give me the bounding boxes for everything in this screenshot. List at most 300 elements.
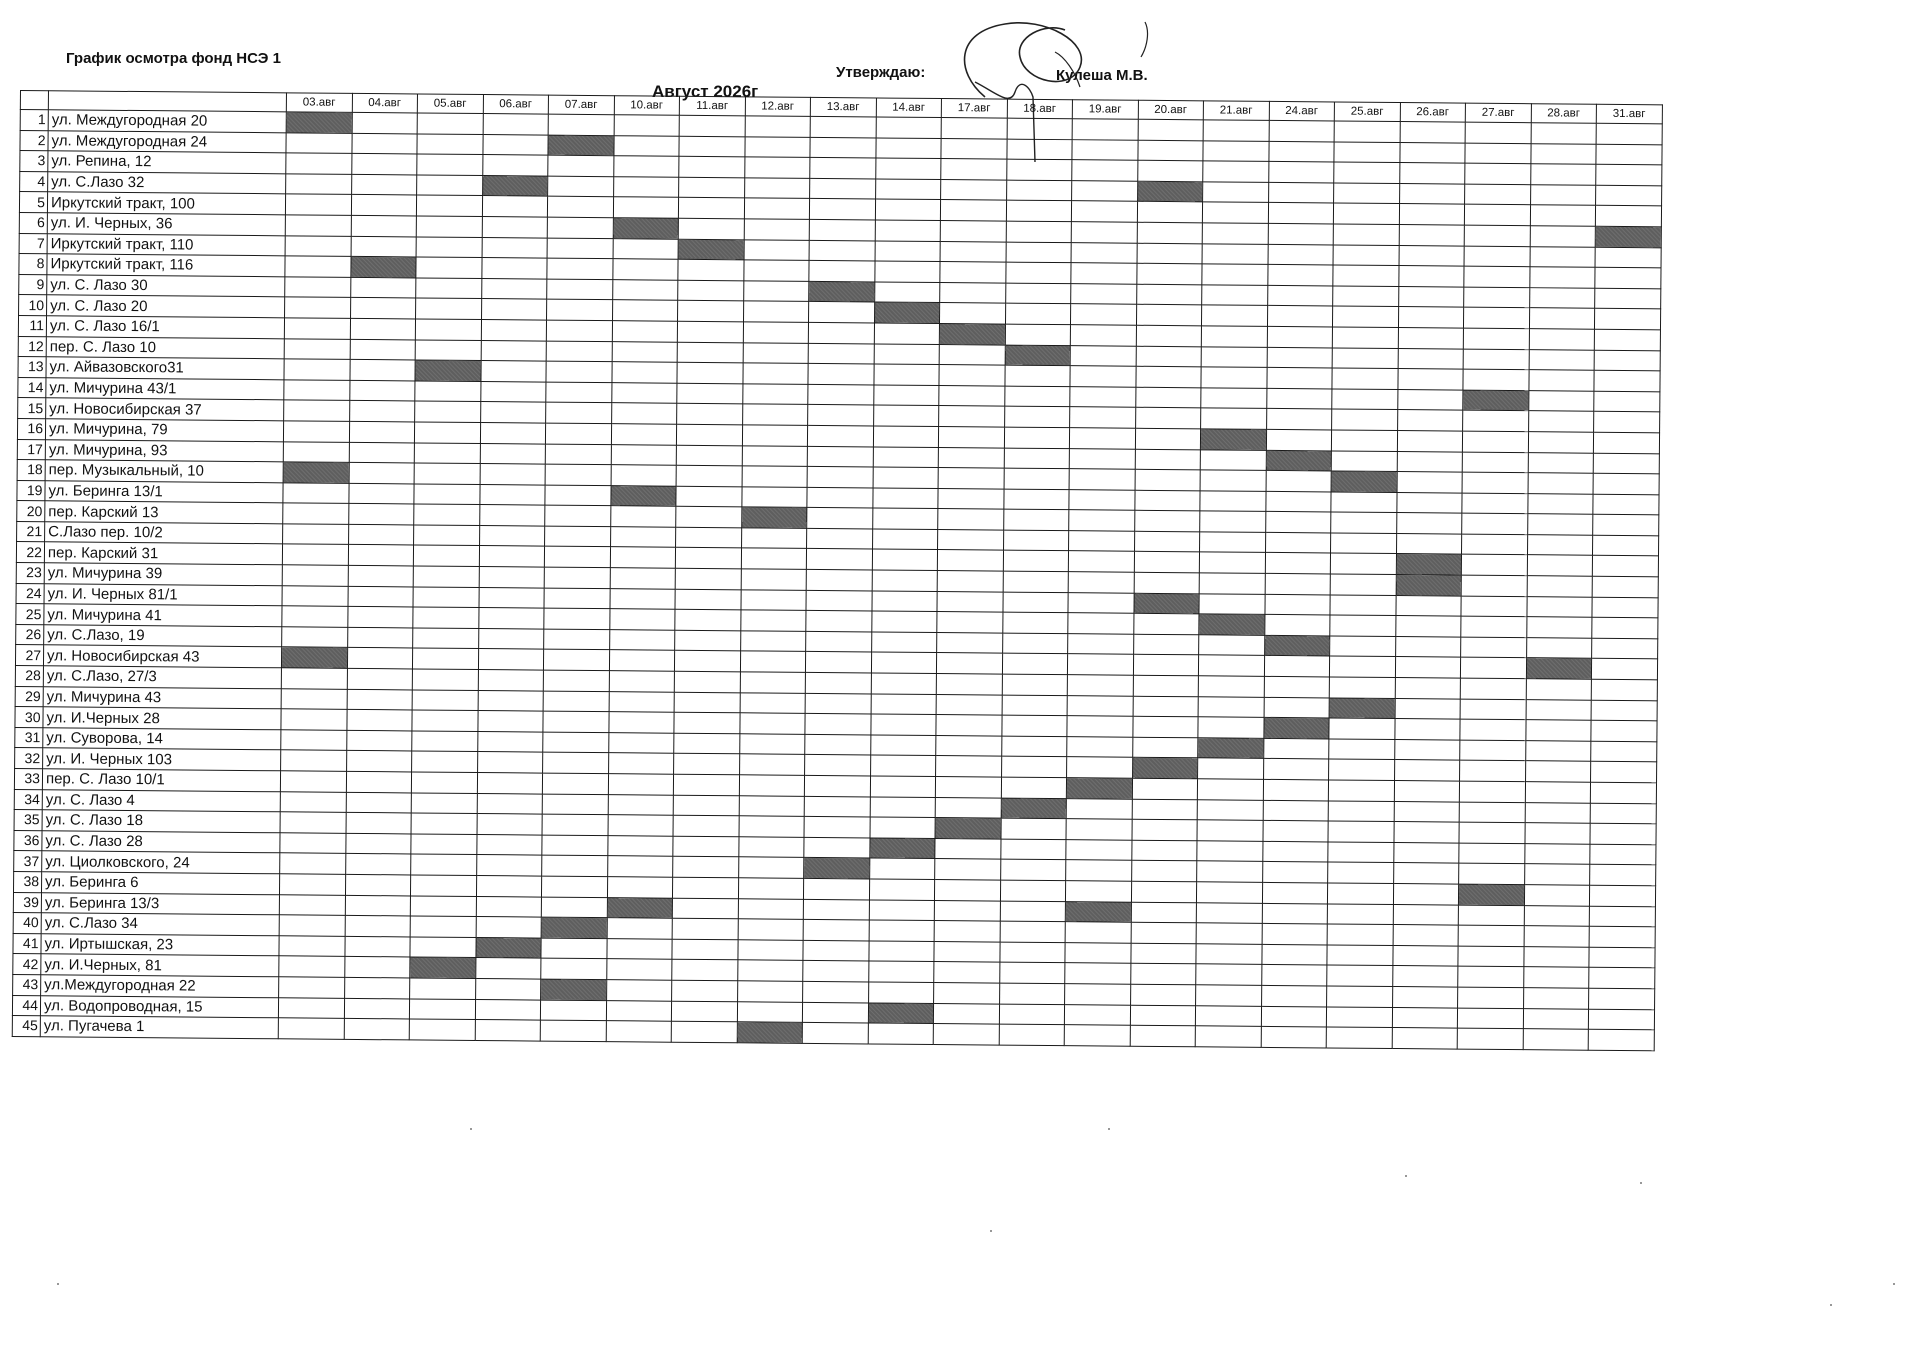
inspection-cell: [1398, 348, 1464, 369]
inspection-cell: [1001, 756, 1067, 777]
inspection-cell: [285, 235, 351, 256]
inspection-cell: [869, 920, 935, 941]
inspection-cell: [938, 529, 1004, 550]
inspection-cell: [411, 772, 477, 793]
inspection-cell: [1328, 842, 1394, 863]
row-address: ул. С.Лазо, 19: [44, 625, 282, 648]
inspection-cell: [679, 136, 745, 157]
inspection-cell: [741, 569, 807, 590]
inspection-cell: [1264, 656, 1330, 677]
inspection-cell: [607, 918, 673, 939]
inspection-cell: [870, 755, 936, 776]
inspection-cell: [477, 793, 543, 814]
inspection-cell: [1136, 284, 1202, 305]
inspection-cell: [1591, 720, 1657, 741]
inspection-cell: [806, 549, 872, 570]
inspection-cell-marked: [1005, 345, 1071, 366]
inspection-cell: [1523, 946, 1589, 967]
inspection-cell: [1267, 285, 1333, 306]
inspection-cell: [283, 441, 349, 462]
day-header: 05.авг: [417, 94, 483, 114]
inspection-cell: [1136, 263, 1202, 284]
inspection-cell: [414, 504, 480, 525]
inspection-cell: [1133, 634, 1199, 655]
inspection-cell: [1263, 738, 1329, 759]
inspection-cell: [1269, 120, 1335, 141]
inspection-cell: [286, 153, 352, 174]
inspection-cell: [285, 256, 351, 277]
inspection-cell: [346, 710, 412, 731]
inspection-cell: [1065, 922, 1131, 943]
inspection-cell: [1395, 616, 1461, 637]
inspection-cell: [738, 878, 804, 899]
inspection-cell: [613, 176, 679, 197]
inspection-cell: [1592, 535, 1658, 556]
inspection-cell: [478, 649, 544, 670]
inspection-cell: [1329, 656, 1395, 677]
inspection-cell: [1331, 430, 1397, 451]
inspection-cell: [410, 937, 476, 958]
row-number: 20: [17, 501, 45, 522]
day-header: 06.авг: [483, 95, 549, 115]
inspection-cell: [673, 774, 739, 795]
inspection-cell: [939, 344, 1005, 365]
inspection-cell: [1263, 759, 1329, 780]
inspection-cell: [351, 236, 417, 257]
inspection-cell: [1332, 306, 1398, 327]
inspection-cell: [1330, 574, 1396, 595]
row-address: ул. Суворова, 14: [43, 728, 281, 751]
inspection-cell: [1592, 617, 1658, 638]
inspection-cell: [410, 916, 476, 937]
inspection-cell: [1523, 988, 1589, 1009]
row-number: 37: [14, 851, 42, 872]
inspection-cell: [672, 939, 738, 960]
inspection-cell: [475, 999, 541, 1020]
inspection-cell: [351, 133, 417, 154]
inspection-cell: [478, 608, 544, 629]
inspection-cell: [1329, 718, 1395, 739]
row-address: ул. С.Лазо, 27/3: [43, 666, 281, 689]
inspection-cell: [802, 1002, 868, 1023]
inspection-cell-marked: [1329, 698, 1395, 719]
inspection-cell: [868, 941, 934, 962]
inspection-cell: [803, 878, 869, 899]
inspection-cell: [1460, 658, 1526, 679]
inspection-cell: [1133, 696, 1199, 717]
inspection-cell: [1462, 452, 1528, 473]
inspection-cell: [871, 652, 937, 673]
inspection-cell: [1003, 509, 1069, 530]
inspection-cell: [1394, 781, 1460, 802]
day-header: 12.авг: [745, 97, 811, 117]
inspection-cell: [1137, 140, 1203, 161]
inspection-cell: [417, 113, 483, 134]
inspection-cell: [1328, 821, 1394, 842]
inspection-cell: [348, 545, 414, 566]
inspection-cell-marked: [475, 937, 541, 958]
day-header: 17.авг: [941, 99, 1007, 119]
inspection-cell: [1397, 410, 1463, 431]
inspection-cell: [1131, 902, 1197, 923]
inspection-cell: [741, 548, 807, 569]
row-number: 12: [18, 336, 46, 357]
inspection-cell: [1458, 905, 1524, 926]
inspection-cell: [1333, 245, 1399, 266]
inspection-cell: [935, 797, 1001, 818]
inspection-cell: [283, 524, 349, 545]
inspection-cell-marked: [737, 1022, 803, 1043]
inspection-cell: [1590, 844, 1656, 865]
inspection-cell: [1595, 247, 1661, 268]
inspection-cell: [937, 632, 1003, 653]
inspection-cell: [414, 422, 480, 443]
inspection-cell: [476, 875, 542, 896]
inspection-cell: [284, 380, 350, 401]
inspection-cell: [1002, 612, 1068, 633]
inspection-cell: [542, 773, 608, 794]
inspection-cell: [280, 812, 346, 833]
inspection-cell: [1002, 695, 1068, 716]
inspection-cell: [741, 528, 807, 549]
inspection-cell: [672, 877, 738, 898]
row-address: ул. Мичурина 43/1: [46, 377, 284, 400]
inspection-cell: [1197, 861, 1263, 882]
row-number: 4: [20, 171, 48, 192]
row-number: 30: [15, 707, 43, 728]
inspection-cell: [804, 817, 870, 838]
inspection-cell: [937, 591, 1003, 612]
inspection-cell: [935, 859, 1001, 880]
day-header: 11.авг: [679, 96, 745, 116]
inspection-cell: [1201, 367, 1267, 388]
inspection-cell: [808, 364, 874, 385]
row-number: 19: [17, 480, 45, 501]
inspection-cell: [1592, 638, 1658, 659]
inspection-cell: [1203, 182, 1269, 203]
inspection-cell: [1457, 1008, 1523, 1029]
inspection-cell: [675, 609, 741, 630]
inspection-cell: [476, 855, 542, 876]
inspection-cell: [1134, 552, 1200, 573]
inspection-cell: [1261, 944, 1327, 965]
inspection-cell: [743, 301, 809, 322]
inspection-cell: [1395, 657, 1461, 678]
inspection-cell: [348, 586, 414, 607]
inspection-cell: [806, 569, 872, 590]
inspection-cell: [1523, 1008, 1589, 1029]
inspection-cell-marked: [415, 360, 481, 381]
inspection-cell: [1464, 246, 1530, 267]
inspection-cell: [808, 405, 874, 426]
inspection-cell: [1070, 366, 1136, 387]
inspection-cell: [1530, 164, 1596, 185]
inspection-cell: [809, 302, 875, 323]
day-header: 21.авг: [1203, 101, 1269, 121]
inspection-cell: [1069, 428, 1135, 449]
inspection-cell: [547, 238, 613, 259]
inspection-cell: [737, 940, 803, 961]
inspection-cell: [1528, 370, 1594, 391]
inspection-cell: [348, 565, 414, 586]
inspection-cell: [1459, 781, 1525, 802]
inspection-cell: [871, 673, 937, 694]
inspection-cell: [1333, 224, 1399, 245]
inspection-cell-marked: [1066, 778, 1132, 799]
inspection-cell: [744, 136, 810, 157]
inspection-cell: [482, 217, 548, 238]
inspection-cell: [1132, 799, 1198, 820]
inspection-cell: [1525, 761, 1591, 782]
inspection-cell: [541, 897, 607, 918]
row-number: 34: [14, 789, 42, 810]
inspection-cell: [283, 503, 349, 524]
inspection-cell: [416, 278, 482, 299]
inspection-cell: [672, 960, 738, 981]
inspection-cell: [1465, 122, 1531, 143]
inspection-cell: [1198, 758, 1264, 779]
inspection-cell: [808, 322, 874, 343]
inspection-cell: [871, 591, 937, 612]
inspection-cell: [544, 608, 610, 629]
inspection-cell: [809, 219, 875, 240]
inspection-cell: [1069, 489, 1135, 510]
inspection-cell: [677, 404, 743, 425]
inspection-cell: [1593, 473, 1659, 494]
inspection-cell: [1201, 346, 1267, 367]
inspection-cell: [1267, 306, 1333, 327]
inspection-cell: [1265, 573, 1331, 594]
inspection-cell: [1331, 512, 1397, 533]
inspection-cell: [611, 362, 677, 383]
inspection-cell: [478, 670, 544, 691]
inspection-cell: [737, 960, 803, 981]
inspection-cell: [1591, 741, 1657, 762]
inspection-cell: [547, 279, 613, 300]
inspection-cell: [1527, 535, 1593, 556]
inspection-cell: [1006, 242, 1072, 263]
inspection-cell: [742, 404, 808, 425]
month-title: Август 2026г: [652, 82, 759, 101]
inspection-cell: [1327, 965, 1393, 986]
inspection-cell: [1264, 594, 1330, 615]
inspection-cell: [1594, 309, 1660, 330]
inspection-cell: [742, 363, 808, 384]
inspection-cell: [939, 303, 1005, 324]
inspection-cell: [807, 466, 873, 487]
inspection-cell: [1528, 452, 1594, 473]
inspection-cell: [612, 259, 678, 280]
inspection-cell: [1000, 901, 1066, 922]
inspection-cell: [934, 900, 1000, 921]
inspection-cell: [1528, 473, 1594, 494]
inspection-cell: [1132, 778, 1198, 799]
inspection-cell: [280, 853, 346, 874]
inspection-cell: [1268, 182, 1334, 203]
row-number: 21: [17, 521, 45, 542]
inspection-cell: [1006, 159, 1072, 180]
inspection-cell: [281, 668, 347, 689]
inspection-cell: [414, 525, 480, 546]
inspection-cell: [1265, 491, 1331, 512]
inspection-cell: [740, 631, 806, 652]
inspection-cell: [1331, 492, 1397, 513]
inspection-cell: [810, 178, 876, 199]
inspection-cell: [548, 114, 614, 135]
inspection-cell: [1396, 513, 1462, 534]
inspection-cell: [476, 917, 542, 938]
row-number: 15: [18, 398, 46, 419]
inspection-cell: [1464, 266, 1530, 287]
inspection-cell: [283, 421, 349, 442]
inspection-cell: [545, 444, 611, 465]
inspection-cell: [476, 834, 542, 855]
inspection-cell: [673, 857, 739, 878]
inspection-cell: [412, 751, 478, 772]
inspection-cell: [809, 199, 875, 220]
inspection-cell: [935, 838, 1001, 859]
inspection-cell: [477, 773, 543, 794]
inspection-cell: [1135, 366, 1201, 387]
inspection-cell: [1398, 327, 1464, 348]
row-number: 43: [13, 974, 41, 995]
inspection-cell: [869, 879, 935, 900]
inspection-cell: [285, 297, 351, 318]
inspection-cell: [678, 259, 744, 280]
inspection-cell: [1265, 553, 1331, 574]
inspection-cell: [1332, 347, 1398, 368]
inspection-cell: [871, 611, 937, 632]
inspection-cell: [1070, 386, 1136, 407]
inspection-cell: [1072, 160, 1138, 181]
inspection-cell: [1460, 740, 1526, 761]
row-address: ул. Беринга 13/1: [45, 480, 283, 503]
inspection-cell: [1203, 140, 1269, 161]
inspection-cell: [940, 221, 1006, 242]
inspection-cell: [414, 442, 480, 463]
inspection-cell: [1005, 262, 1071, 283]
row-address: пер. С. Лазо 10: [46, 336, 284, 359]
inspection-cell: [410, 875, 476, 896]
inspection-cell: [938, 509, 1004, 530]
inspection-cell: [1065, 984, 1131, 1005]
inspection-cell: [1529, 329, 1595, 350]
inspection-cell: [1200, 491, 1266, 512]
inspection-cell: [544, 629, 610, 650]
inspection-cell: [1202, 243, 1268, 264]
inspection-cell: [1400, 122, 1466, 143]
inspection-cell: [1333, 265, 1399, 286]
inspection-cell: [1066, 860, 1132, 881]
row-number: 33: [14, 768, 42, 789]
inspection-cell: [1399, 142, 1465, 163]
inspection-cell: [544, 547, 610, 568]
inspection-cell: [1202, 264, 1268, 285]
inspection-cell: [347, 668, 413, 689]
inspection-cell: [1262, 924, 1328, 945]
inspection-cell: [543, 650, 609, 671]
inspection-cell-marked: [874, 302, 940, 323]
inspection-cell: [868, 982, 934, 1003]
inspection-cell: [939, 365, 1005, 386]
inspection-cell: [743, 260, 809, 281]
inspection-cell: [1527, 493, 1593, 514]
inspection-cell: [544, 588, 610, 609]
inspection-cell: [417, 154, 483, 175]
inspection-cell: [351, 174, 417, 195]
row-number: 11: [18, 315, 46, 336]
inspection-cell: [676, 424, 742, 445]
row-address: пер. Карский 31: [44, 542, 282, 565]
row-address: пер. С. Лазо 10/1: [42, 769, 280, 792]
inspection-cell: [1264, 697, 1330, 718]
inspection-cell: [540, 1020, 606, 1041]
row-number: 40: [13, 913, 41, 934]
inspection-cell: [613, 135, 679, 156]
inspection-cell: [1392, 1007, 1458, 1028]
inspection-cell: [542, 794, 608, 815]
inspection-cell: [1265, 512, 1331, 533]
inspection-cell: [738, 898, 804, 919]
inspection-cell: [352, 112, 418, 133]
inspection-cell: [678, 301, 744, 322]
inspection-cell: [809, 261, 875, 282]
inspection-cell: [672, 898, 738, 919]
inspection-cell: [1463, 328, 1529, 349]
inspection-cell: [1529, 308, 1595, 329]
row-number: 6: [19, 212, 47, 233]
inspection-cell: [937, 571, 1003, 592]
inspection-cell: [279, 977, 345, 998]
inspection-cell: [1130, 984, 1196, 1005]
inspection-cell: [1133, 613, 1199, 634]
inspection-cell: [1527, 514, 1593, 535]
inspection-cell: [1069, 448, 1135, 469]
inspection-cell: [803, 981, 869, 1002]
inspection-cell: [1525, 782, 1591, 803]
inspection-cell: [412, 690, 478, 711]
inspection-cell: [873, 426, 939, 447]
inspection-cell: [1132, 716, 1198, 737]
inspection-cell: [739, 754, 805, 775]
inspection-cell: [1462, 493, 1528, 514]
inspection-cell: [347, 627, 413, 648]
inspection-cell: [873, 385, 939, 406]
inspection-cell-marked: [1065, 901, 1131, 922]
inspection-cell: [873, 405, 939, 426]
inspection-cell: [1331, 450, 1397, 471]
inspection-cell: [1459, 802, 1525, 823]
inspection-cell: [350, 298, 416, 319]
inspection-cell: [671, 1021, 737, 1042]
inspection-cell: [545, 423, 611, 444]
inspection-cell: [744, 178, 810, 199]
inspection-cell: [1068, 572, 1134, 593]
inspection-cell: [868, 1023, 934, 1044]
inspection-cell: [671, 1001, 737, 1022]
inspection-cell: [349, 421, 415, 442]
inspection-cell: [1261, 985, 1327, 1006]
inspection-cell: [1596, 164, 1662, 185]
inspection-cell: [349, 462, 415, 483]
inspection-cell: [279, 936, 345, 957]
inspection-cell: [612, 341, 678, 362]
inspection-cell: [416, 298, 482, 319]
inspection-cell: [1591, 700, 1657, 721]
inspection-cell: [1461, 575, 1527, 596]
inspection-cell: [611, 424, 677, 445]
inspection-cell: [1197, 841, 1263, 862]
